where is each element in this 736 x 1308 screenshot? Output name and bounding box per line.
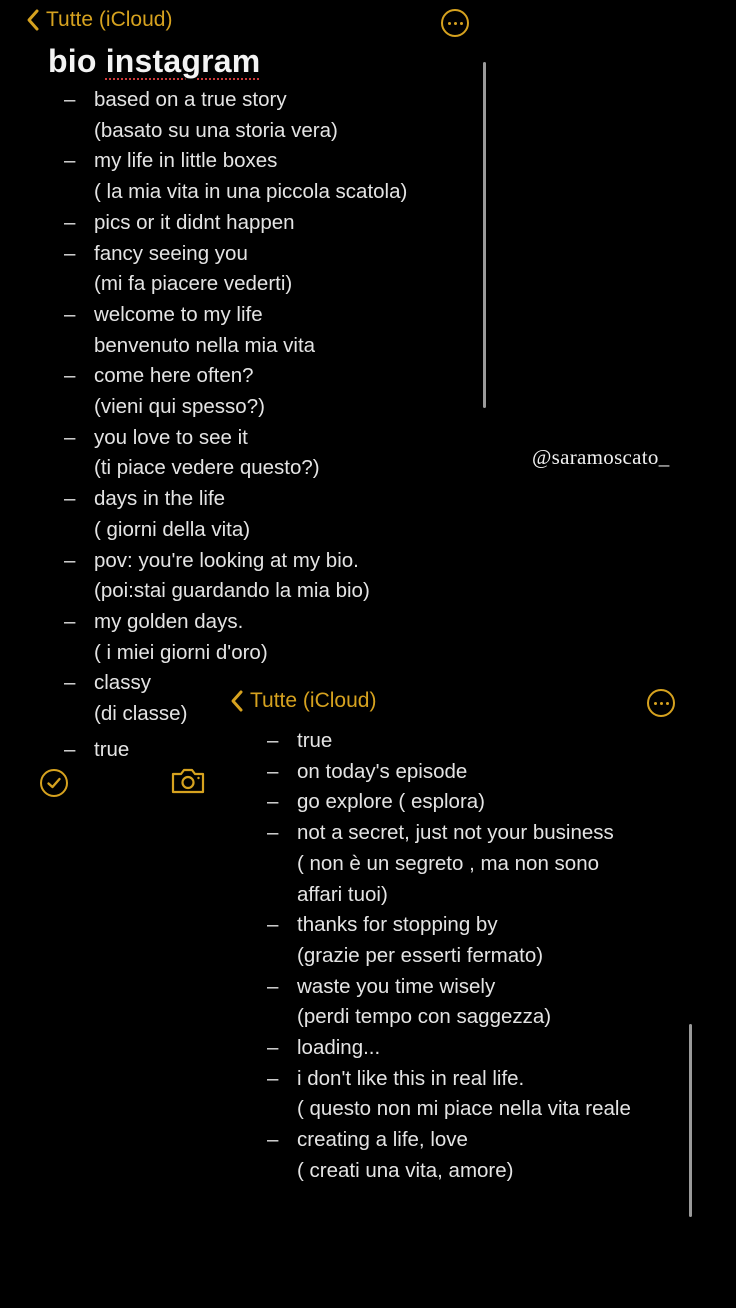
list-item xyxy=(64,546,407,607)
list-item-line: fancy seeing you xyxy=(94,241,248,265)
list-item xyxy=(267,726,631,757)
list-item-line: creating a life, love xyxy=(297,1128,468,1152)
list-item xyxy=(64,85,407,146)
list-item-line: (di classe) xyxy=(94,702,188,726)
list-dash: – xyxy=(267,974,279,998)
chevron-left-icon xyxy=(230,689,244,713)
list-item-line: welcome to my life xyxy=(94,302,263,326)
note-title xyxy=(48,43,260,80)
list-dash: – xyxy=(267,821,279,845)
list-item-line: (poi:stai guardando la mia bio) xyxy=(94,579,370,603)
back-button-label: Tutte (iCloud) xyxy=(250,689,377,712)
list-item xyxy=(267,787,631,818)
back-button[interactable] xyxy=(26,8,172,32)
list-item-line: not a secret, just not your business xyxy=(297,821,614,845)
list-item-line: classy xyxy=(94,671,151,695)
note-list-2 xyxy=(267,726,631,1187)
list-item xyxy=(267,818,631,910)
list-dash: – xyxy=(64,241,76,265)
list-item-line: (grazie per esserti fermato) xyxy=(297,943,544,967)
list-item-line: you love to see it xyxy=(94,425,248,449)
list-item-line: ( giorni della vita) xyxy=(94,517,251,541)
list-dash: – xyxy=(64,609,76,633)
list-dash: – xyxy=(64,302,76,326)
list-dash: – xyxy=(64,364,76,388)
list-item xyxy=(64,146,408,207)
list-item-line: my golden days. xyxy=(94,609,244,633)
list-item-line: (ti piace vedere questo?) xyxy=(94,456,320,480)
list-item xyxy=(64,239,407,300)
more-options-icon[interactable] xyxy=(441,9,469,37)
list-dash: – xyxy=(64,210,76,234)
watermark-handle: @saramoscato_ xyxy=(532,445,670,469)
camera-icon[interactable] xyxy=(170,767,206,800)
list-dash: – xyxy=(267,790,279,814)
more-options-icon-2[interactable] xyxy=(647,689,675,717)
list-item-line: pov: you're looking at my bio. xyxy=(94,548,359,572)
list-item-line: (mi fa piacere vederti) xyxy=(94,272,293,296)
list-dash: – xyxy=(64,88,76,111)
note-title-word: instagram xyxy=(105,43,261,79)
cut-list-item: – true xyxy=(94,735,294,749)
back-button-label: Tutte (iCloud) xyxy=(46,8,173,31)
list-item-line: ( questo non mi piace nella vita reale xyxy=(297,1097,631,1121)
list-item xyxy=(267,1064,631,1125)
list-item-line: based on a true story xyxy=(94,88,287,111)
list-item-line: go explore ( esplora) xyxy=(297,790,486,814)
list-item-line: affari tuoi) xyxy=(297,882,388,906)
list-item xyxy=(267,910,631,971)
list-item-line: days in the life xyxy=(94,487,226,511)
list-item-line: loading... xyxy=(297,1036,381,1060)
list-item-line: (vieni qui spesso?) xyxy=(94,395,265,419)
note-title-prefix: bio xyxy=(48,43,106,79)
checklist-icon[interactable] xyxy=(40,769,68,797)
list-dash: – xyxy=(64,487,76,511)
list-dash: – xyxy=(267,1036,279,1060)
list-item xyxy=(64,607,407,668)
list-item xyxy=(267,1033,631,1064)
list-item xyxy=(64,300,407,361)
list-item-line: ( i miei giorni d'oro) xyxy=(94,640,268,664)
list-dash: – xyxy=(267,729,279,752)
scrollbar[interactable] xyxy=(483,62,486,408)
list-dash: – xyxy=(64,425,76,449)
cut-list-item-text: true xyxy=(94,738,130,761)
chevron-left-icon xyxy=(26,8,40,32)
list-dash: – xyxy=(64,149,76,173)
list-item xyxy=(64,484,407,545)
list-item-line: (perdi tempo con saggezza) xyxy=(297,1005,552,1029)
list-dash: – xyxy=(64,548,76,572)
list-dash: – xyxy=(267,759,279,783)
list-item xyxy=(64,208,407,239)
list-item xyxy=(267,972,631,1033)
list-item-line: ( creati una vita, amore) xyxy=(297,1158,514,1182)
list-item xyxy=(64,423,407,484)
list-item-line: ( la mia vita in una piccola scatola) xyxy=(94,180,408,204)
list-item-line: benvenuto nella mia vita xyxy=(94,333,316,357)
list-dash: – xyxy=(64,671,76,695)
scrollbar-2[interactable] xyxy=(689,1024,692,1217)
list-item-line: thanks for stopping by xyxy=(297,913,498,937)
list-dash: – xyxy=(267,1066,279,1090)
list-item-line: ( non è un segreto , ma non sono xyxy=(297,851,600,875)
list-item-line: my life in little boxes xyxy=(94,149,278,173)
list-item xyxy=(267,757,631,788)
note-list xyxy=(64,85,408,730)
back-button-2[interactable] xyxy=(230,689,376,713)
list-item-line: waste you time wisely xyxy=(297,974,496,998)
list-dash: – xyxy=(267,913,279,937)
list-item-line: on today's episode xyxy=(297,759,468,783)
list-item xyxy=(64,361,407,422)
list-dash: – xyxy=(267,1128,279,1152)
list-item-line: pics or it didnt happen xyxy=(94,210,295,234)
list-item-line: i don't like this in real life. xyxy=(297,1066,525,1090)
list-item-line: (basato su una storia vera) xyxy=(94,118,338,142)
list-item xyxy=(267,1125,631,1186)
list-item-line: true xyxy=(297,729,333,752)
list-item-line: come here often? xyxy=(94,364,254,388)
